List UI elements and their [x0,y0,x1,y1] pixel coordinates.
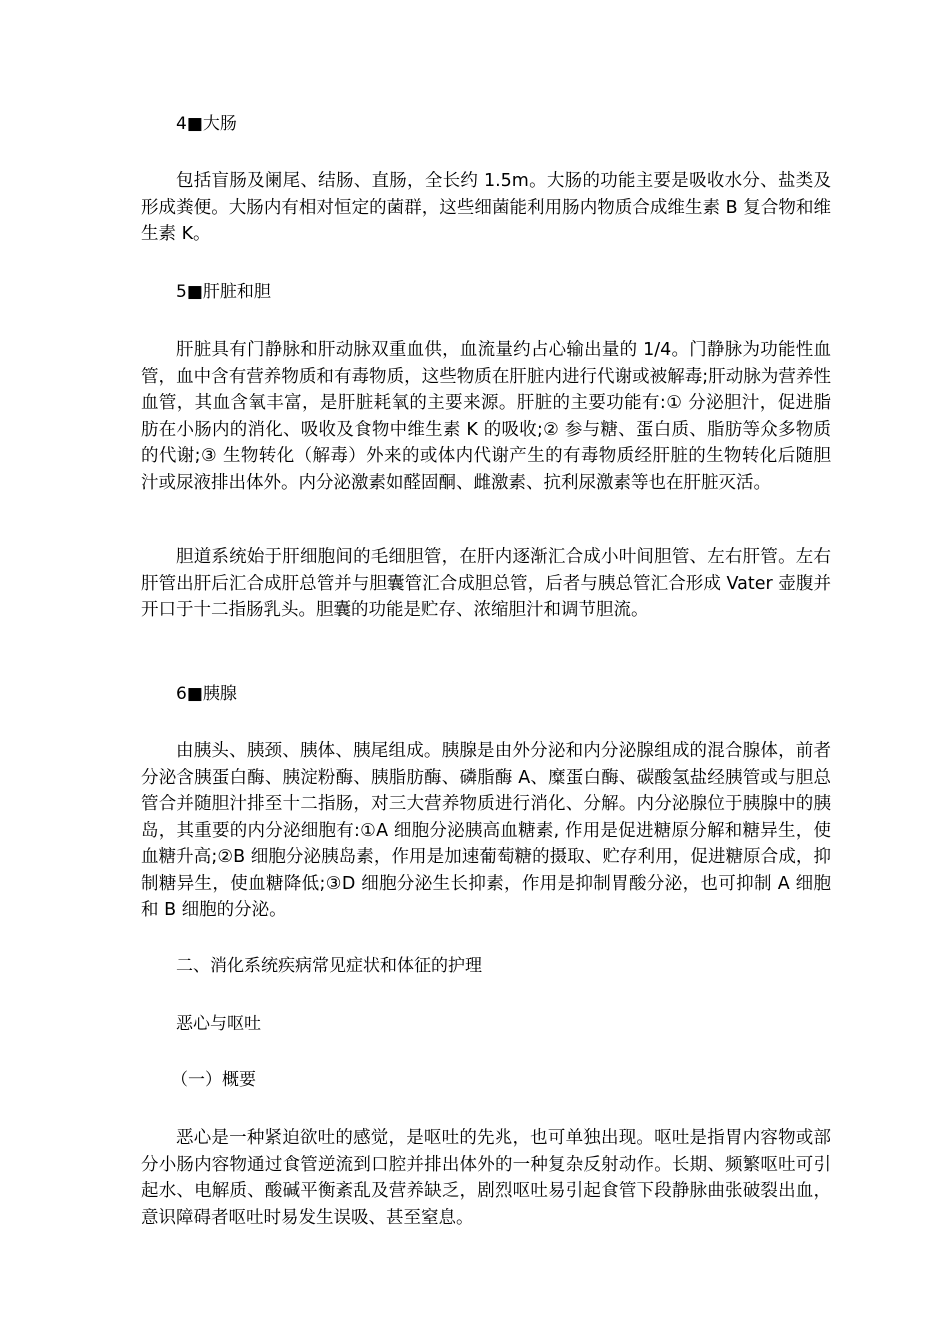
section-heading-large-intestine: 4■大肠 [176,114,237,134]
paragraph-biliary-system: 胆道系统始于肝细胞间的毛细胆管，在肝内逐渐汇合成小叶间胆管、左右肝管。左右肝管出肝后汇合成肝总管并与胆囊管汇合成胆总管，后者与胰总管汇合形成 Vater 壶腹并开口于十二指肠乳头。胆囊的功能是贮存、浓缩胆汁和调节胆流。 [141,547,831,620]
chapter-heading-symptoms-care: 二、消化系统疾病常见症状和体征的护理 [176,956,482,976]
section-heading-pancreas: 6■胰腺 [176,684,237,704]
paragraph-nausea-vomiting: 恶心是一种紧迫欲吐的感觉，是呕吐的先兆，也可单独出现。呕吐是指胃内容物或部分小肠内容物通过食管逆流到口腔并排出体外的一种复杂反射动作。长期、频繁呕吐可引起水、电解质、酸碱平衡紊乱及营养缺乏，剧烈呕吐易引起食管下段静脉曲张破裂出血，意识障碍者呕吐时易发生误吸、甚至窒息。 [141,1128,831,1228]
subheading-overview: （一）概要 [171,1070,256,1090]
topic-heading-nausea-vomiting: 恶心与呕吐 [176,1014,261,1034]
paragraph-pancreas: 由胰头、胰颈、胰体、胰尾组成。胰腺是由外分泌和内分泌腺组成的混合腺体，前者分泌含胰蛋白酶、胰淀粉酶、胰脂肪酶、磷脂酶 A、糜蛋白酶、碳酸氢盐经胰管或与胆总管合并随胆汁排至十二指肠，对三大营养物质进行消化、分解。内分泌腺位于胰腺中的胰岛，其重要的内分泌细胞有:①A 细胞分泌胰高血糖素, 作用是促进糖原分解和糖异生，使血糖升高;②B 细胞分泌胰岛素，作用是加速葡萄糖的摄取、贮存利用，促进糖原合成，抑制糖异生，使血糖降低;③D 细胞分泌生长抑素，作用是抑制胃酸分泌，也可抑制 A 细胞和 B 细胞的分泌。 [141,741,831,920]
paragraph-large-intestine: 包括盲肠及阑尾、结肠、直肠，全长约 1.5m。大肠的功能主要是吸收水分、盐类及形成粪便。大肠内有相对恒定的菌群，这些细菌能利用肠内物质合成维生素 B 复合物和维生素 K。 [141,171,831,244]
paragraph-liver: 肝脏具有门静脉和肝动脉双重血供，血流量约占心输出量的 1/4。门静脉为功能性血管，血中含有营养物质和有毒物质，这些物质在肝脏内进行代谢或被解毒;肝动脉为营养性血管，其血含氧丰富，是肝脏耗氧的主要来源。肝脏的主要功能有:① 分泌胆汁，促进脂肪在小肠内的消化、吸收及食物中维生素 K 的吸收;② 参与糖、蛋白质、脂肪等众多物质的代谢;③ 生物转化（解毒）外来的或体内代谢产生的有毒物质经肝脏的生物转化后随胆汁或尿液排出体外。内分泌激素如醛固酮、雌激素、抗利尿激素等也在肝脏灭活。 [141,340,831,493]
section-heading-liver-gallbladder: 5■肝脏和胆 [176,282,271,302]
